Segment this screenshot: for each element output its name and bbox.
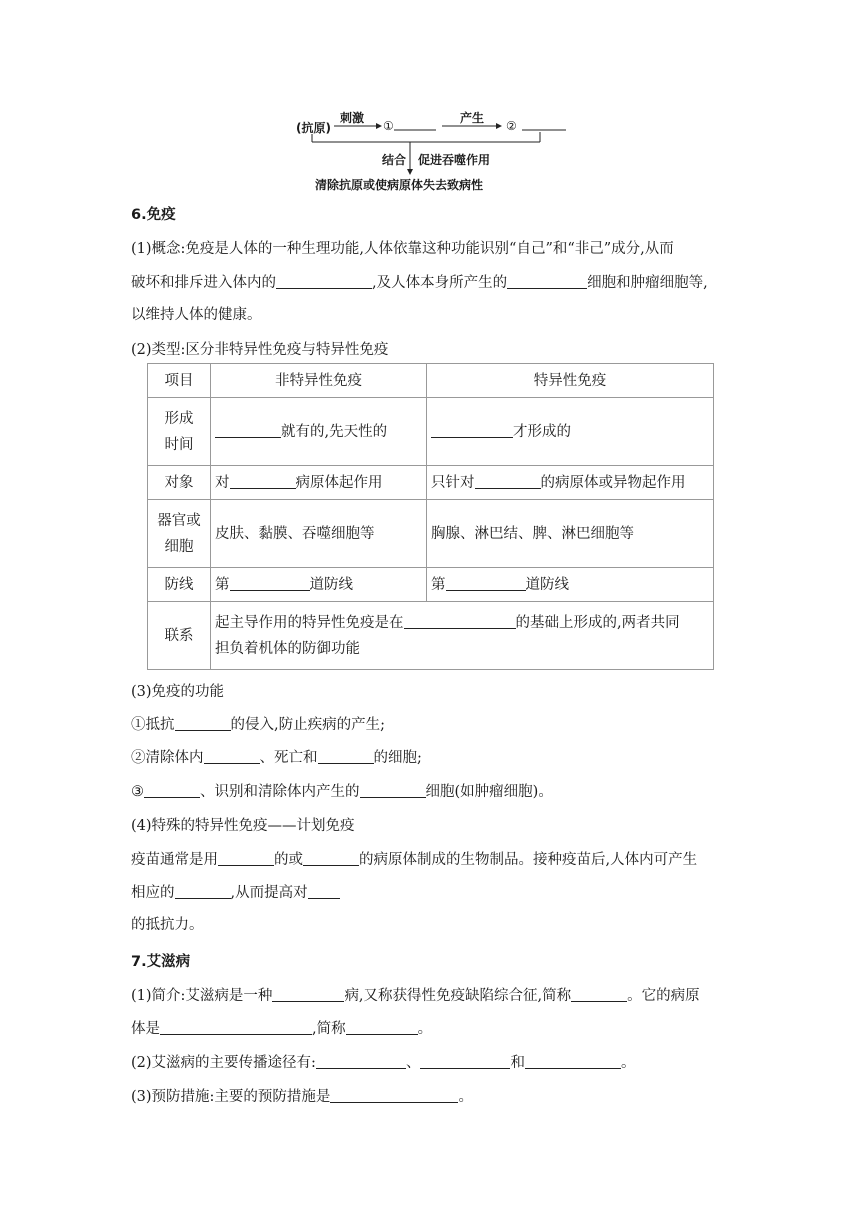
blank[interactable] bbox=[404, 613, 516, 629]
blank[interactable] bbox=[276, 274, 372, 290]
blank[interactable] bbox=[215, 422, 281, 438]
blank[interactable] bbox=[218, 851, 274, 867]
planned-immunity-heading: (4)特殊的特异性免疫——计划免疫 bbox=[131, 818, 355, 834]
blank[interactable] bbox=[316, 1054, 406, 1070]
table-cell: 胸腺、淋巴结、脾、淋巴细胞等 bbox=[427, 500, 714, 568]
table-cell: 第 道防线 bbox=[211, 568, 427, 602]
table-cell: 第 道防线 bbox=[427, 568, 714, 602]
circle-2: ② bbox=[506, 119, 517, 133]
combine-label: 结合 bbox=[382, 153, 407, 167]
types-heading: (2)类型:区分非特异性免疫与特异性免疫 bbox=[131, 342, 389, 358]
blank[interactable] bbox=[230, 575, 310, 591]
blank[interactable] bbox=[318, 749, 374, 765]
function-3: ③ 、识别和清除体内产生的 细胞(如肿瘤细胞)。 bbox=[131, 784, 553, 800]
table-cell: 联系 bbox=[148, 602, 211, 670]
table-cell: 只针对 的病原体或异物起作用 bbox=[427, 466, 714, 500]
vaccine-line-2: 相应的 ,从而提高对 bbox=[131, 881, 340, 902]
table-row bbox=[148, 364, 714, 398]
aids-prevention: (3)预防措施:主要的预防措施是 。 bbox=[131, 1089, 473, 1105]
table-row bbox=[148, 568, 714, 602]
aids-intro-line-2: 体是 ,简称 。 bbox=[131, 1021, 433, 1037]
table-cell: 就有的,先天性的 bbox=[211, 398, 427, 466]
produce-label: 产生 bbox=[460, 111, 485, 125]
blank[interactable] bbox=[420, 1054, 510, 1070]
concept-line-2: 破坏和排斥进入体内的 ,及人体本身所产生的 细胞和肿瘤细胞等, bbox=[131, 275, 708, 291]
concept-line-3: 以维持人体的健康。 bbox=[131, 307, 262, 323]
vaccine-line-3: 的抵抗力。 bbox=[131, 917, 204, 933]
table-cell: 形成 时间 bbox=[148, 398, 211, 466]
table-row bbox=[148, 398, 714, 466]
blank[interactable] bbox=[571, 987, 627, 1003]
blank[interactable] bbox=[230, 473, 296, 489]
aids-intro-line-1: (1)简介:艾滋病是一种 病,又称获得性免疫缺陷综合征,简称 。它的病原 bbox=[131, 988, 700, 1004]
table-row bbox=[148, 602, 714, 670]
blank[interactable] bbox=[431, 422, 513, 438]
promote-label: 促进吞噬作用 bbox=[418, 153, 491, 167]
immunity-comparison-table bbox=[147, 363, 714, 670]
circle-1: ① bbox=[383, 119, 394, 133]
table-cell: 对 病原体起作用 bbox=[211, 466, 427, 500]
immune-flow-diagram bbox=[290, 108, 580, 193]
table-row bbox=[148, 500, 714, 568]
blank[interactable] bbox=[308, 884, 340, 900]
blank[interactable] bbox=[475, 473, 541, 489]
blank[interactable] bbox=[446, 575, 526, 591]
blank[interactable] bbox=[330, 1088, 458, 1104]
section-6-title: 6.免疫 bbox=[131, 207, 176, 223]
aids-transmission: (2)艾滋病的主要传播途径有: 、 和 。 bbox=[131, 1055, 636, 1071]
table-cell: 特异性免疫 bbox=[427, 364, 714, 398]
blank[interactable] bbox=[525, 1054, 621, 1070]
blank[interactable] bbox=[360, 783, 426, 799]
table-cell: 才形成的 bbox=[427, 398, 714, 466]
table-cell: 防线 bbox=[148, 568, 211, 602]
antigen-label: (抗原) bbox=[296, 121, 331, 135]
blank[interactable] bbox=[160, 1020, 312, 1036]
table-cell: 项目 bbox=[148, 364, 211, 398]
function-1: ①抵抗 的侵入,防止疾病的产生; bbox=[131, 717, 385, 733]
blank[interactable] bbox=[175, 884, 231, 900]
function-2: ②清除体内 、死亡和 的细胞; bbox=[131, 750, 422, 766]
concept-line-1: (1)概念:免疫是人体的一种生理功能,人体依靠这种功能识别“自己”和“非己”成分,从而 bbox=[131, 241, 674, 257]
stimulate-label: 刺激 bbox=[340, 111, 365, 125]
blank[interactable] bbox=[272, 987, 344, 1003]
table-cell: 器官或 细胞 bbox=[148, 500, 211, 568]
blank[interactable] bbox=[204, 749, 260, 765]
table-cell: 起主导作用的特异性免疫是在 的基础上形成的,两者共同 担负着机体的防御功能 bbox=[211, 602, 714, 670]
blank[interactable] bbox=[303, 851, 359, 867]
blank[interactable] bbox=[346, 1020, 418, 1036]
table-cell: 皮肤、黏膜、吞噬细胞等 bbox=[211, 500, 427, 568]
table-cell: 对象 bbox=[148, 466, 211, 500]
section-7-title: 7.艾滋病 bbox=[131, 954, 191, 970]
table-cell: 非特异性免疫 bbox=[211, 364, 427, 398]
blank[interactable] bbox=[175, 716, 231, 732]
table-row bbox=[148, 466, 714, 500]
result-label: 清除抗原或使病原体失去致病性 bbox=[315, 178, 484, 192]
blank[interactable] bbox=[507, 274, 587, 290]
vaccine-line-1: 疫苗通常是用 的或 的病原体制成的生物制品。接种疫苗后,人体内可产生 bbox=[131, 852, 698, 868]
blank[interactable] bbox=[144, 783, 200, 799]
functions-heading: (3)免疫的功能 bbox=[131, 684, 225, 700]
